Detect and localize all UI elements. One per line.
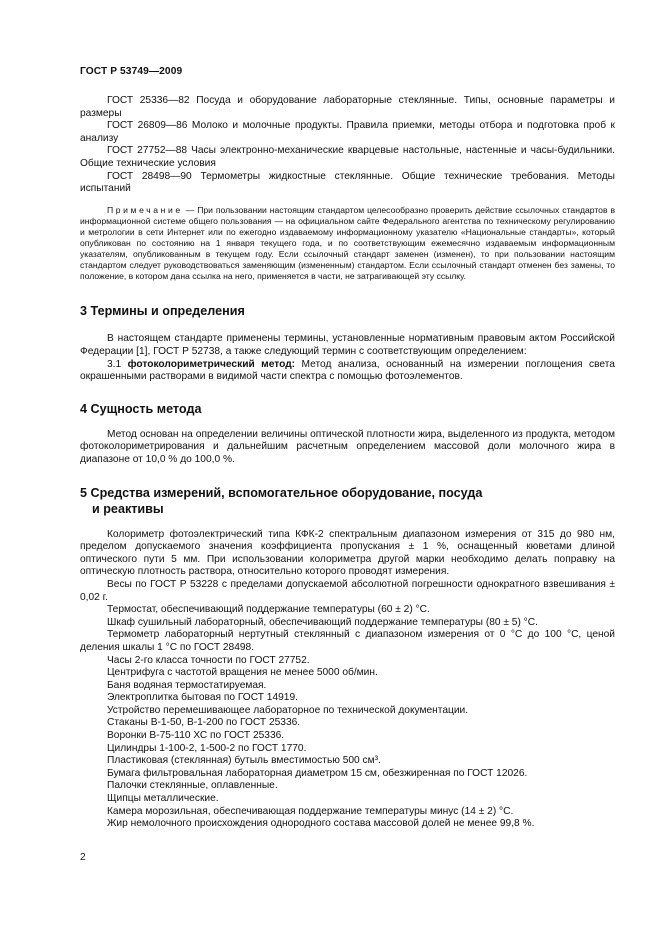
section-4-title: 4 Сущность метода (80, 401, 202, 416)
note-text: — При пользовании настоящим стандартом целесообразно проверить действие ссылочных стандартов в информационной системе общего пользования — на официальном сайте Федерального агентства по техническому регулированию и метрологии в сети Интернет или по ежегодно издаваемому информационному указателю «Национальные стандарты», который опубликован по состоянию на 1 января текущего года, и по соответствующим ежемесячно издаваемым информационным указателям, опубликованным в текущем году. Если ссылочный стандарт заменен (изменен), то при пользовании настоящим стандартом следует руководствоваться заменяющим (измененным) стандартом. Если ссылочный стандарт отменен без замены, то положение, в котором дана ссылка на него, применяется в части, не затрагивающей эту ссылку. (80, 204, 616, 282)
equipment-item: Воронки В-75-110 ХС по ГОСТ 25336. (107, 730, 285, 742)
reference-item: ГОСТ 28498—90 Термометры жидкостные стеклянные. Общие технические требования. Методы испытаний (80, 170, 615, 195)
equipment-item: Бумага фильтровальная лабораторная диаметром 15 см, обезжиренная по ГОСТ 12026. (107, 767, 528, 779)
page-header: ГОСТ Р 53749—2009 (80, 66, 183, 77)
term-number: 3.1 (107, 358, 122, 370)
section-5-title-line1: 5 Средства измерений, вспомогательное оборудование, посуда (80, 485, 483, 500)
reference-item: ГОСТ 25336—82 Посуда и оборудование лабораторные стеклянные. Типы, основные параметры и размеры (80, 95, 615, 119)
section-5-title (80, 485, 615, 517)
equipment-item: Баня водяная термостатируемая. (107, 679, 267, 691)
equipment-item: Жир немолочного происхождения однородного состава массовой долей не менее 99,8 %. (107, 818, 535, 830)
note-label: Примечание (107, 204, 183, 215)
equipment-item: Пластиковая (стеклянная) бутыль вместимостью 500 см³. (107, 755, 381, 767)
term-text: Метод анализа, основанный на измерении поглощения света окрашенными растворами в видимой части спектра с помощью фотоэлементов. (80, 358, 615, 383)
reference-item: ГОСТ 26809—86 Молоко и молочные продукты. Правила приемки, методы отбора и подготовка проб к анализу (80, 120, 615, 144)
equipment-item: Шкаф сушильный лабораторный, обеспечивающий поддержание температуры (80 ± 5) °С. (107, 616, 538, 628)
note-paragraph (80, 205, 615, 283)
equipment-item: Камера морозильная, обеспечивающая поддержание температуры минус (14 ± 2) °С. (107, 805, 514, 817)
equipment-item: Стаканы В-1-50, В-1-200 по ГОСТ 25336. (107, 717, 301, 729)
equipment-item: Термостат, обеспечивающий поддержание температуры (60 ± 2) °С. (107, 604, 430, 616)
term-definition (80, 359, 615, 384)
page-number: 2 (80, 852, 86, 863)
section-4-text: Метод основан на определении величины оптической плотности жира, выделенного из продукта, методом фотоколориметрирования и дальнейшим расчетным определением массовой доли молочного жира в диапазоне от 10,0 % до 100,0 %. (80, 428, 615, 465)
equipment-item: Термометр лабораторный нертутный стеклянный с диапазоном измерения от 0 °С до 100 °С, ценой деления шкалы 1 °С по ГОСТ 28498. (80, 629, 615, 653)
equipment-item: Колориметр фотоэлектрический типа КФК-2 спектральным диапазоном измерения от 315 до 980 нм, пределом допускаемого значения коэффициента пропускания ± 1 %, оснащенный кюветами длиной оптического пути 5 мм. При использовании колориметра другой марки необходимо делать поправку на оптическую плотность раствора, относительно которого проводят измерения. (80, 528, 615, 578)
equipment-item: Щипцы металлические. (107, 793, 219, 805)
section-3-intro: В настоящем стандарте применены термины, установленные нормативным правовым актом Российской Федерации [1], ГОСТ Р 52738, а также следующий термин с соответствующим определением: (80, 333, 615, 357)
equipment-item: Весы по ГОСТ Р 53228 с пределами допускаемой абсолютной погрешности однократного взвешивания ± 0,02 г. (80, 578, 615, 603)
equipment-item: Центрифуга с частотой вращения не менее 5000 об/мин. (107, 667, 378, 679)
reference-item: ГОСТ 27752—88 Часы электронно-механические кварцевые настольные, настенные и часы-будильники. Общие технические условия (80, 145, 615, 169)
equipment-item: Электроплитка бытовая по ГОСТ 14919. (107, 692, 298, 704)
equipment-item: Устройство перемешивающее лабораторное по технической документации. (107, 704, 469, 716)
equipment-item: Цилиндры 1-100-2, 1-500-2 по ГОСТ 1770. (107, 742, 307, 754)
section-3-title: 3 Термины и определения (80, 304, 245, 319)
page-content (80, 95, 615, 831)
term-name: фотоколориметрический метод: (127, 358, 296, 370)
section-5-title-line2: и реактивы (92, 501, 164, 516)
equipment-item: Палочки стеклянные, оплавленные. (107, 780, 278, 792)
equipment-item: Часы 2-го класса точности по ГОСТ 27752. (107, 654, 310, 666)
